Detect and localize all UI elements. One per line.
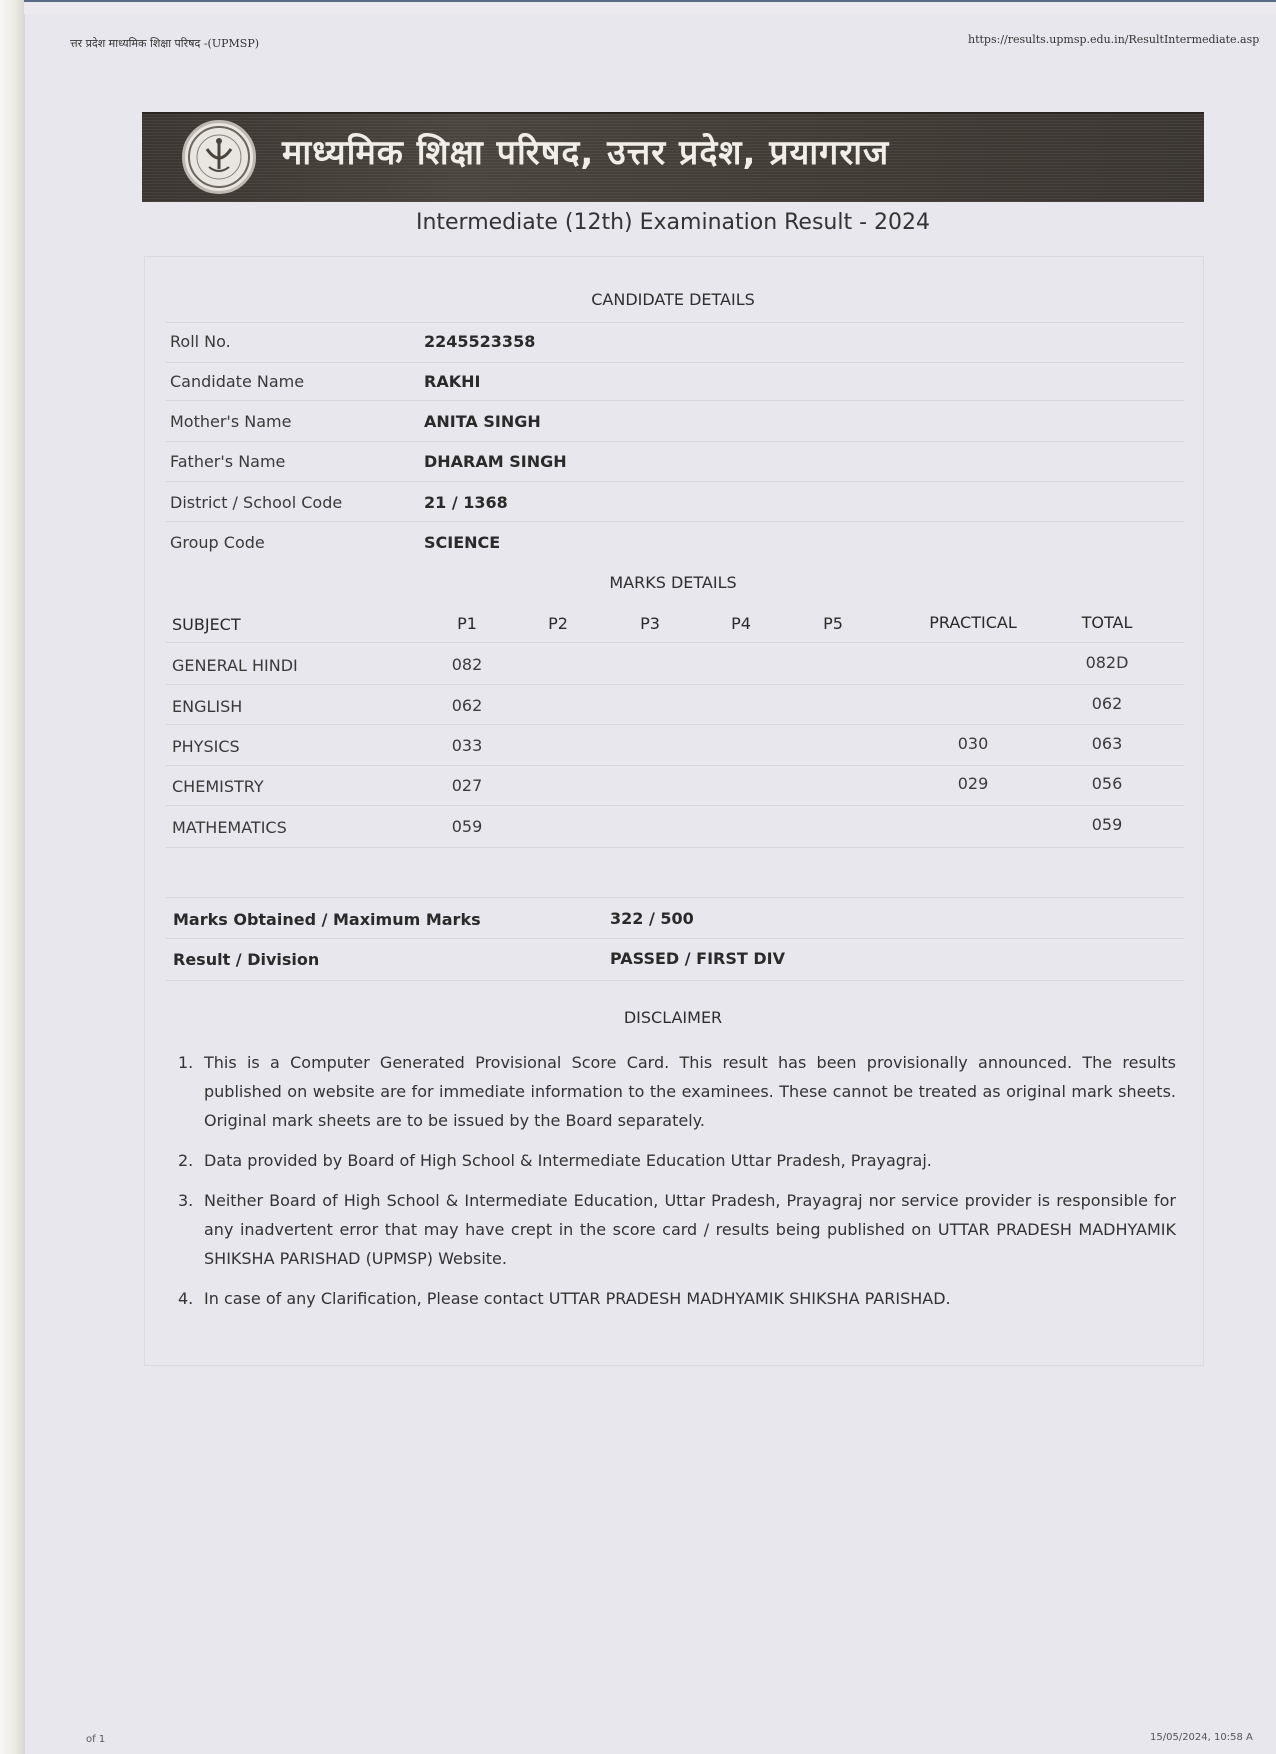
marks-obtained-value: 322 / 500	[610, 909, 694, 928]
row-divider	[166, 642, 1184, 643]
row-divider	[166, 362, 1184, 363]
col-p3: P3	[640, 614, 660, 633]
marks-details-heading: MARKS DETAILS	[609, 573, 737, 592]
candidate-name-value: RAKHI	[424, 372, 481, 391]
item-number: 2.	[178, 1151, 194, 1170]
subject-name: PHYSICS	[172, 737, 240, 756]
father-name-label: Father's Name	[170, 452, 286, 471]
row-divider	[166, 521, 1184, 522]
print-header-title: त्तर प्रदेश माध्यमिक शिक्षा परिषद -(UPMSP)	[70, 37, 260, 50]
row-divider	[166, 441, 1184, 442]
item-text: Neither Board of High School & Intermediate Education, Uttar Pradesh, Prayagraj nor service provider is responsible for any inadvertent error that may have crept in the score card / results being published on UTTAR PRADESH MADHYAMIK SHIKSHA PARISHAD (UPMSP) Website.	[204, 1191, 1176, 1268]
item-text: This is a Computer Generated Provisional Score Card. This result has been provisionally announced. The results published on website are for immediate information to the examinees. These cannot be treated as original mark sheets. Original mark sheets are to be issued by the Board separately.	[204, 1053, 1176, 1130]
group-code-value: SCIENCE	[424, 533, 501, 552]
board-name-hindi: माध्यमिक शिक्षा परिषद, उत्तर प्रदेश, प्रयागराज	[282, 133, 890, 173]
exam-title: Intermediate (12th) Examination Result - 2024	[415, 210, 931, 235]
disclaimer-heading: DISCLAIMER	[623, 1008, 723, 1027]
disclaimer-list	[178, 1048, 1176, 1324]
list-item	[178, 1284, 1176, 1313]
result-division-value: PASSED / FIRST DIV	[610, 949, 785, 968]
header-banner	[142, 112, 1204, 202]
total-marks: 059	[1091, 815, 1123, 834]
list-item	[178, 1186, 1176, 1273]
col-p5: P5	[823, 614, 843, 633]
row-divider	[166, 400, 1184, 401]
row-divider	[166, 938, 1184, 939]
district-school-code-value: 21 / 1368	[424, 493, 508, 512]
print-footer-timestamp: 15/05/2024, 10:58 A	[1150, 1732, 1253, 1743]
total-marks: 056	[1091, 774, 1123, 793]
top-edge	[0, 0, 1276, 2]
up-govt-emblem-icon	[182, 120, 256, 194]
list-item	[178, 1146, 1176, 1175]
row-divider	[166, 481, 1184, 482]
print-header-url: https://results.upmsp.edu.in/ResultIntermediate.asp	[968, 33, 1260, 46]
p1-marks: 082	[451, 655, 483, 674]
print-footer-page: of 1	[86, 1734, 106, 1745]
col-p2: P2	[548, 614, 568, 633]
total-marks: 062	[1091, 694, 1123, 713]
row-divider	[166, 684, 1184, 685]
district-school-code-label: District / School Code	[170, 493, 343, 512]
row-divider	[166, 980, 1184, 981]
candidate-details-heading: CANDIDATE DETAILS	[591, 290, 755, 309]
col-total: TOTAL	[1081, 613, 1133, 632]
list-item	[178, 1048, 1176, 1135]
total-marks: 063	[1091, 734, 1123, 753]
mother-name-label: Mother's Name	[170, 412, 292, 431]
p1-marks: 062	[451, 696, 483, 715]
paper-edge	[0, 0, 24, 1754]
total-marks: 082D	[1085, 653, 1129, 672]
item-number: 4.	[178, 1289, 194, 1308]
item-text: In case of any Clarification, Please contact UTTAR PRADESH MADHYAMIK SHIKSHA PARISHAD.	[204, 1289, 951, 1308]
col-practical: PRACTICAL	[929, 613, 1017, 632]
row-divider	[166, 805, 1184, 806]
practical-marks: 029	[957, 774, 989, 793]
marks-obtained-label: Marks Obtained / Maximum Marks	[173, 910, 481, 929]
subject-name: GENERAL HINDI	[172, 656, 298, 675]
roll-no-value: 2245523358	[424, 332, 536, 351]
group-code-label: Group Code	[170, 533, 265, 552]
row-divider	[166, 847, 1184, 848]
mother-name-value: ANITA SINGH	[424, 412, 541, 431]
p1-marks: 059	[451, 817, 483, 836]
item-text: Data provided by Board of High School & Intermediate Education Uttar Pradesh, Prayagraj.	[204, 1151, 932, 1170]
item-number: 1.	[178, 1053, 194, 1072]
p1-marks: 027	[451, 776, 483, 795]
row-divider	[166, 765, 1184, 766]
father-name-value: DHARAM SINGH	[424, 452, 567, 471]
subject-name: CHEMISTRY	[172, 777, 264, 796]
p1-marks: 033	[451, 736, 483, 755]
practical-marks: 030	[957, 734, 989, 753]
row-divider	[166, 322, 1184, 323]
row-divider	[166, 724, 1184, 725]
item-number: 3.	[178, 1191, 194, 1210]
roll-no-label: Roll No.	[170, 332, 231, 351]
result-division-label: Result / Division	[173, 950, 320, 969]
subject-name: ENGLISH	[172, 697, 243, 716]
col-p4: P4	[731, 614, 751, 633]
row-divider	[166, 897, 1184, 898]
col-p1: P1	[457, 614, 477, 633]
candidate-name-label: Candidate Name	[170, 372, 305, 391]
col-subject: SUBJECT	[172, 615, 241, 634]
subject-name: MATHEMATICS	[172, 818, 287, 837]
